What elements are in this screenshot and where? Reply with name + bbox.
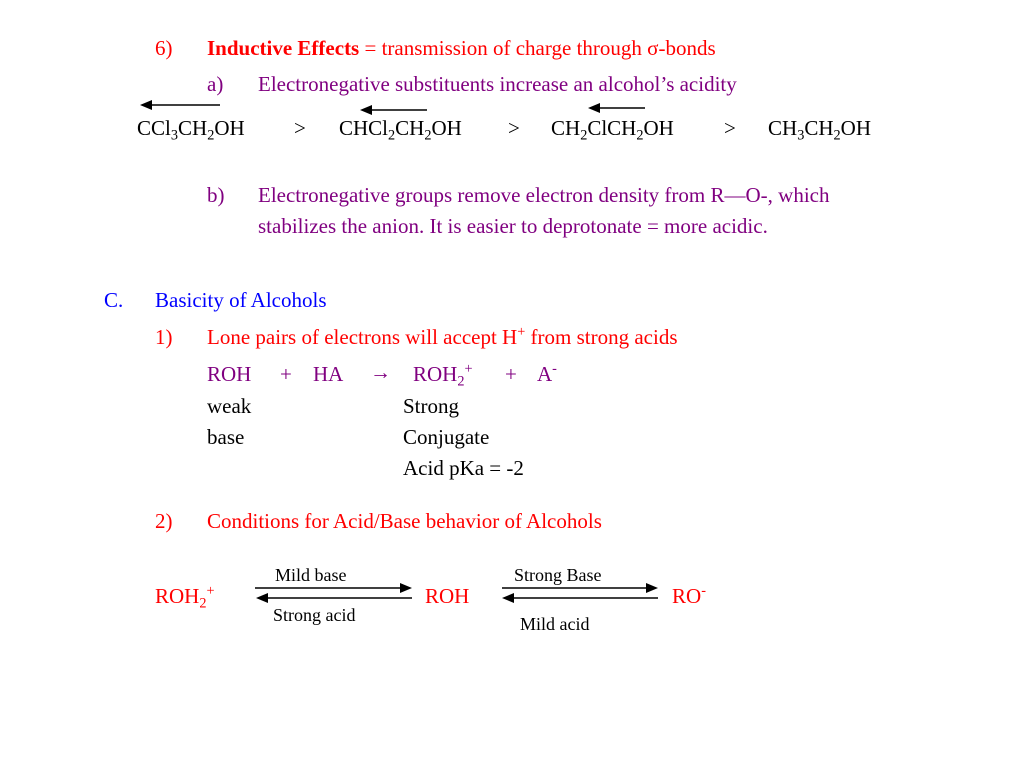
label-conjugate: Conjugate	[403, 425, 490, 449]
section-c-title: Basicity of Alcohols	[155, 288, 327, 312]
point-6b-letter: b)	[207, 183, 225, 207]
eq-roh2: $ROH_2^+$	[413, 361, 473, 390]
label-mild-acid: Mild acid	[520, 614, 590, 634]
point-1-text: Lone pairs of electrons will accept H+ from strong acids	[207, 324, 678, 349]
label-strong: Strong	[403, 394, 460, 418]
point-6-text: = transmission of charge through	[359, 36, 648, 60]
eq-plus-2: +	[505, 362, 517, 386]
label-acid-pka: Acid pKa = -2	[403, 456, 524, 480]
eq-arrowhead-forward-1	[400, 583, 412, 593]
point-2-number: 2)	[155, 509, 173, 533]
eq-a-minus: A-	[537, 361, 557, 386]
eq-arrowhead-back-1	[256, 593, 268, 603]
point-6-text-end: -bonds	[658, 36, 716, 60]
inductive-effects-title: Inductive Effects	[207, 36, 360, 60]
eq2-ro-minus: RO-	[672, 583, 706, 608]
point-6b-line-1: Electronegative groups remove electron density from R—O-, which	[258, 183, 830, 207]
label-mild-base: Mild base	[275, 565, 347, 585]
greater-than-2: >	[508, 116, 520, 140]
sigma-symbol: σ	[647, 36, 659, 60]
point-6a-letter: a)	[207, 72, 224, 96]
compound-chcl2ch2oh: $CHCl_2CH_2OH$	[339, 116, 462, 144]
section-c-letter: C.	[104, 288, 124, 312]
eq-plus-1: +	[280, 362, 292, 386]
compound-ch2clch2oh: $CH_2ClCH_2OH$	[551, 116, 674, 144]
eq-arrowhead-forward-2	[646, 583, 658, 593]
point-6a-text: Electronegative substituents increase an alcohol’s acidity	[258, 72, 737, 96]
eq-arrowhead-back-2	[502, 593, 514, 603]
label-base: base	[207, 425, 245, 449]
eq-arrow-icon: →	[370, 360, 391, 384]
label-weak: weak	[207, 394, 252, 418]
compound-ccl3ch2oh: $CCl_3CH_2OH$	[137, 116, 245, 144]
label-strong-base: Strong Base	[514, 565, 602, 585]
point-6-number: 6)	[155, 36, 173, 60]
compound-ch3ch2oh: $CH_3CH_2OH$	[768, 116, 871, 144]
eq2-roh: ROH	[425, 584, 470, 608]
label-strong-acid: Strong acid	[273, 605, 356, 625]
greater-than-3: >	[724, 116, 736, 140]
greater-than-1: >	[294, 116, 306, 140]
eq-ha: HA	[313, 362, 344, 386]
point-2-text: Conditions for Acid/Base behavior of Alcohols	[207, 509, 602, 533]
point-6b-line-2: stabilizes the anion. It is easier to deprotonate = more acidic.	[258, 214, 768, 238]
point-1-number: 1)	[155, 325, 173, 349]
eq2-roh2: $ROH_2^+$	[155, 583, 215, 612]
eq-roh: ROH	[207, 362, 252, 386]
